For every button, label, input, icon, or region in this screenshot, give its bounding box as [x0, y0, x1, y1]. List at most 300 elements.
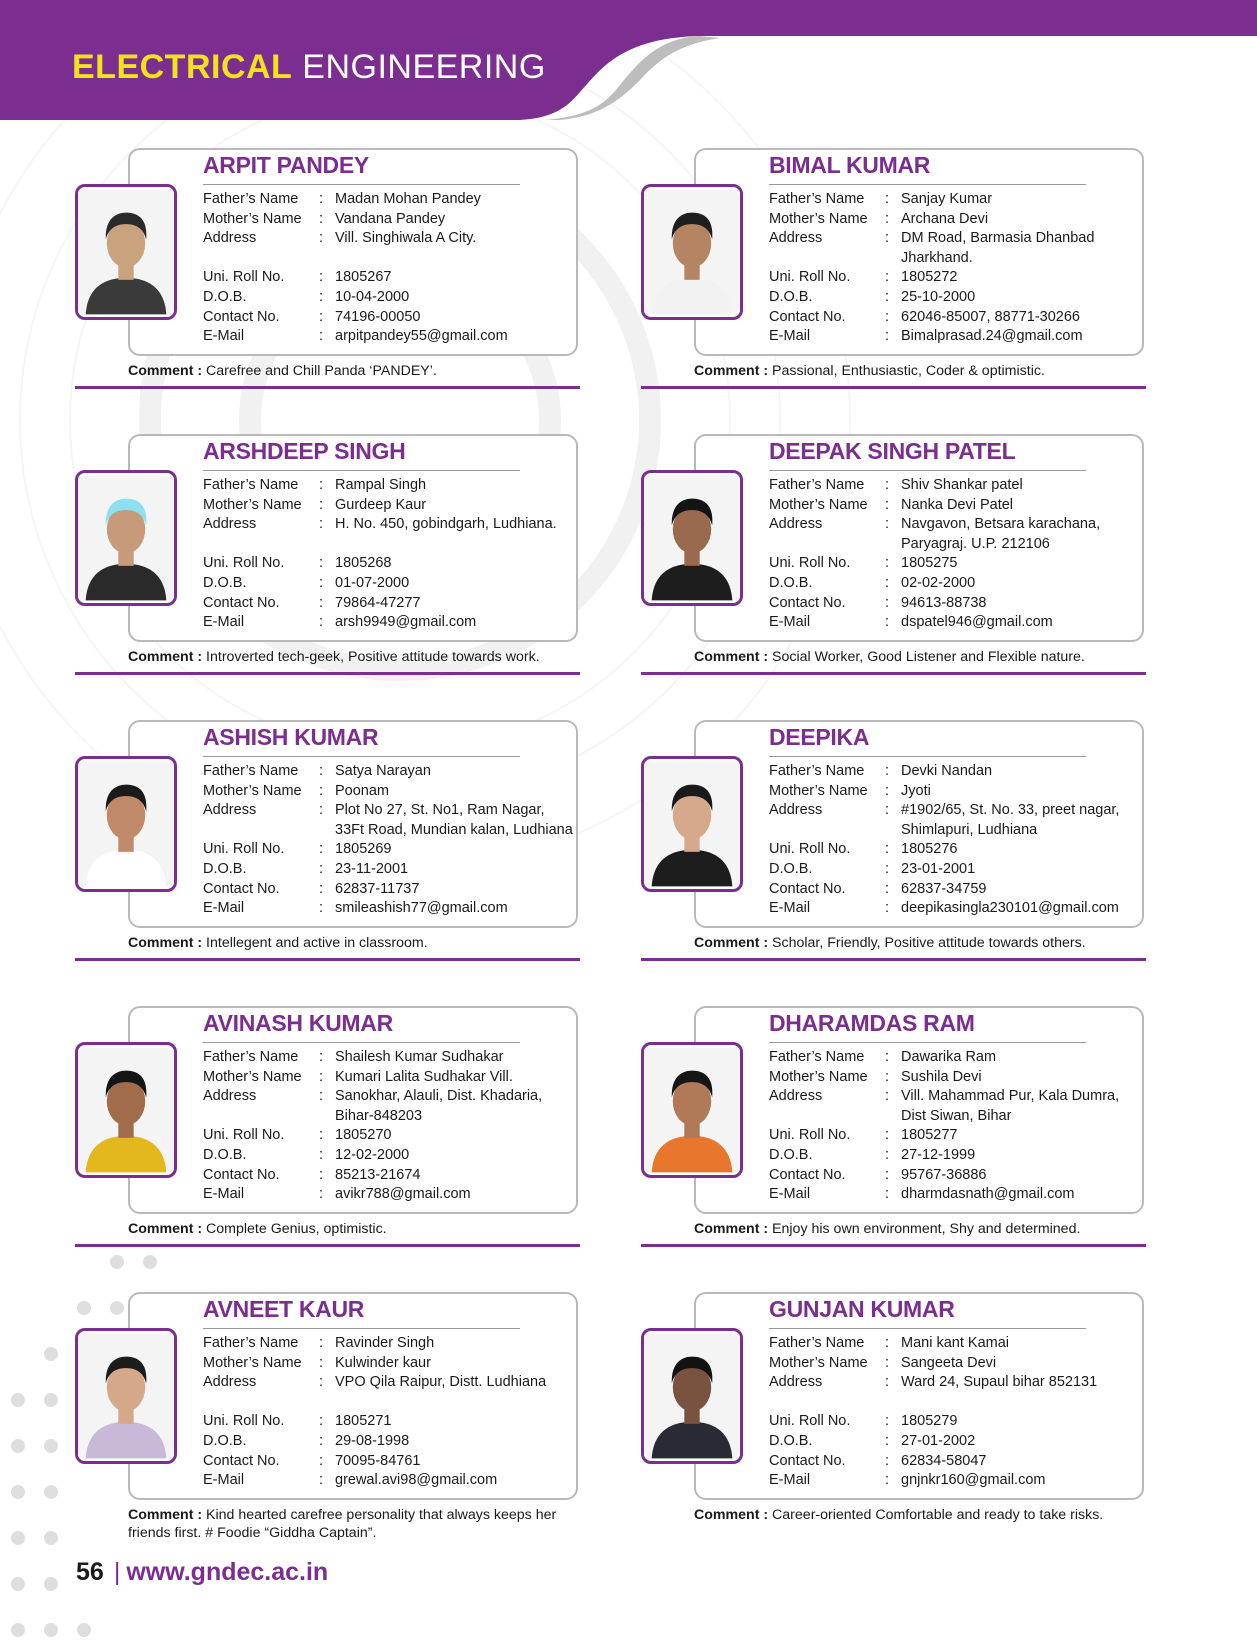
- comment-text: Carefree and Chill Panda ‘PANDEY’.: [206, 363, 437, 379]
- detail-colon: :: [319, 860, 324, 877]
- detail-colon: :: [319, 477, 324, 493]
- detail-colon: :: [885, 782, 890, 799]
- section-divider: [641, 1244, 1146, 1247]
- detail-value-father: Rampal Singh: [335, 477, 427, 493]
- detail-value-mother: Gurdeep Kaur: [335, 496, 427, 513]
- detail-label: Uni. Roll No.: [769, 1413, 851, 1430]
- detail-colon: :: [885, 210, 890, 227]
- detail-value-contact: 62046-85007, 88771-30266: [901, 308, 1080, 325]
- detail-row-email: [203, 1471, 575, 1491]
- student-name: DEEPAK SINGH PATEL: [769, 438, 1016, 464]
- detail-label: Father’s Name: [769, 1049, 865, 1065]
- detail-row-mother: [203, 782, 575, 802]
- comment-text: Intellegent and active in classroom.: [206, 935, 428, 951]
- detail-colon: :: [885, 614, 890, 631]
- detail-label: Contact No.: [769, 594, 846, 611]
- detail-label: D.O.B.: [203, 574, 247, 591]
- detail-label: Address: [769, 230, 823, 247]
- detail-row-father: [769, 190, 1141, 210]
- detail-label: Father’s Name: [203, 1335, 299, 1351]
- detail-row-mother: [769, 210, 1141, 230]
- detail-value-email[interactable]: arsh9949@gmail.com: [335, 614, 477, 631]
- section-divider: [641, 672, 1146, 675]
- detail-colon: :: [319, 1432, 324, 1449]
- detail-colon: :: [885, 1127, 890, 1144]
- section-divider: [641, 386, 1146, 389]
- student-name: AVNEET KAUR: [203, 1296, 365, 1322]
- comment-label: Comment :: [128, 363, 203, 379]
- detail-value-mother: Archana Devi: [901, 210, 989, 227]
- comment-label: Comment :: [694, 363, 769, 379]
- detail-label: Uni. Roll No.: [769, 841, 851, 858]
- student-name: AVINASH KUMAR: [203, 1010, 393, 1036]
- student-card: [641, 0, 1146, 379]
- detail-value-mother: Kulwinder kaur: [335, 1354, 431, 1371]
- detail-colon: :: [319, 1354, 324, 1371]
- portrait-icon: [78, 1331, 174, 1461]
- detail-row-father: [203, 190, 575, 210]
- detail-value-email[interactable]: avikr788@gmail.com: [335, 1186, 471, 1203]
- page-number: 56: [76, 1558, 104, 1586]
- detail-colon: :: [319, 1088, 324, 1105]
- detail-colon: :: [319, 210, 324, 227]
- detail-colon: :: [885, 1452, 890, 1469]
- detail-value-address: VPO Qila Raipur, Distt. Ludhiana: [335, 1374, 547, 1391]
- detail-colon: :: [885, 191, 890, 207]
- comment-text: Kind hearted carefree personality that always keeps her friends first. # Foodie “Giddha Captain”.: [128, 1507, 557, 1541]
- detail-label: Contact No.: [203, 1452, 280, 1469]
- detail-colon: :: [885, 230, 890, 247]
- detail-row-address: [203, 229, 575, 249]
- detail-label: Father’s Name: [203, 1049, 299, 1065]
- detail-colon: :: [319, 191, 324, 207]
- detail-value-email[interactable]: dspatel946@gmail.com: [901, 614, 1053, 631]
- title-highlight: ELECTRICAL: [72, 48, 293, 86]
- detail-row-dob: [769, 1432, 1141, 1452]
- detail-label: Address: [769, 1374, 823, 1391]
- detail-colon: :: [885, 1166, 890, 1183]
- detail-label: D.O.B.: [203, 1146, 247, 1163]
- comment-text: Passional, Enthusiastic, Coder & optimistic.: [772, 363, 1045, 379]
- name-underline: [769, 470, 1086, 471]
- detail-colon: :: [319, 328, 324, 345]
- portrait-icon: [644, 1331, 740, 1461]
- detail-label: Mother’s Name: [769, 782, 868, 799]
- detail-label: Mother’s Name: [769, 210, 868, 227]
- detail-value-father: Devki Nandan: [901, 763, 993, 779]
- comment-text: Social Worker, Good Listener and Flexible nature.: [772, 649, 1085, 665]
- student-card: [75, 286, 580, 665]
- student-card: [641, 1144, 1146, 1523]
- detail-value-contact: 94613-88738: [901, 594, 987, 611]
- name-underline: [769, 1042, 1086, 1043]
- detail-colon: :: [319, 496, 324, 513]
- comment-text: Complete Genius, optimistic.: [206, 1221, 387, 1237]
- detail-row-address: [769, 801, 1141, 840]
- detail-label: D.O.B.: [203, 860, 247, 877]
- detail-colon: :: [319, 574, 324, 591]
- detail-row-mother: [769, 1068, 1141, 1088]
- section-divider: [75, 672, 580, 675]
- detail-value-father: Shailesh Kumar Sudhakar: [335, 1049, 504, 1065]
- name-underline: [203, 1042, 520, 1043]
- detail-row-mother: [203, 210, 575, 230]
- detail-colon: :: [319, 763, 324, 779]
- detail-value-roll: 1805270: [335, 1127, 392, 1144]
- section-divider: [75, 958, 580, 961]
- detail-value-father: Dawarika Ram: [901, 1049, 997, 1065]
- detail-value-father: Ravinder Singh: [335, 1335, 435, 1351]
- name-underline: [769, 1328, 1086, 1329]
- detail-colon: :: [319, 880, 324, 897]
- student-name: GUNJAN KUMAR: [769, 1296, 955, 1322]
- detail-label: D.O.B.: [769, 288, 813, 305]
- detail-colon: :: [319, 841, 324, 858]
- name-underline: [769, 184, 1086, 185]
- detail-label: E-Mail: [769, 614, 811, 631]
- detail-colon: :: [319, 1186, 324, 1203]
- detail-label: Uni. Roll No.: [203, 1127, 285, 1144]
- detail-label: Mother’s Name: [203, 496, 302, 513]
- student-details: [769, 1334, 1141, 1491]
- detail-row-contact: [769, 1452, 1141, 1472]
- detail-value-address: H. No. 450, gobindgarh, Ludhiana.: [335, 516, 557, 533]
- detail-row-father: [203, 1334, 575, 1354]
- detail-label: Contact No.: [203, 308, 280, 325]
- student-card: [75, 1144, 580, 1541]
- detail-colon: :: [319, 1127, 324, 1144]
- name-underline: [203, 470, 520, 471]
- detail-label: Address: [769, 516, 823, 533]
- detail-colon: :: [319, 288, 324, 305]
- detail-label: Contact No.: [203, 1166, 280, 1183]
- detail-value-contact: 74196-00050: [335, 308, 421, 325]
- detail-label: Contact No.: [203, 594, 280, 611]
- detail-label: E-Mail: [203, 1186, 245, 1203]
- detail-label: D.O.B.: [769, 1432, 813, 1449]
- detail-value-address: Ward 24, Supaul bihar 852131: [901, 1374, 1098, 1391]
- detail-label: Contact No.: [769, 1166, 846, 1183]
- student-name: ARPIT PANDEY: [203, 152, 369, 178]
- detail-value-dob: 23-01-2001: [901, 860, 976, 877]
- detail-label: E-Mail: [203, 614, 245, 631]
- name-underline: [203, 184, 520, 185]
- detail-row-contact: [203, 1452, 575, 1472]
- detail-value-contact: 79864-47277: [335, 594, 421, 611]
- detail-colon: :: [885, 574, 890, 591]
- detail-value-email[interactable]: smileashish77@gmail.com: [335, 900, 508, 917]
- detail-colon: :: [319, 230, 324, 247]
- detail-value-contact: 70095-84761: [335, 1452, 421, 1469]
- detail-value-contact: 95767-36886: [901, 1166, 987, 1183]
- detail-label: E-Mail: [203, 1472, 245, 1489]
- detail-value-roll: 1805276: [901, 841, 958, 858]
- detail-row-father: [203, 476, 575, 496]
- name-underline: [203, 756, 520, 757]
- detail-row-mother: [203, 1354, 575, 1374]
- detail-row-address: [203, 515, 575, 535]
- detail-colon: :: [885, 1432, 890, 1449]
- detail-label: Mother’s Name: [203, 210, 302, 227]
- detail-row-mother: [203, 1068, 575, 1088]
- detail-row-mother: [203, 496, 575, 516]
- detail-colon: :: [885, 1088, 890, 1105]
- detail-label: Mother’s Name: [203, 1068, 302, 1085]
- comment-label: Comment :: [128, 1221, 203, 1237]
- detail-value-father: Mani kant Kamai: [901, 1335, 1009, 1351]
- comment-text: Introverted tech-geek, Positive attitude towards work.: [206, 649, 540, 665]
- detail-label: Contact No.: [769, 308, 846, 325]
- detail-row-mother: [769, 496, 1141, 516]
- comment-text: Career-oriented Comfortable and ready to take risks.: [772, 1507, 1104, 1523]
- detail-value-father: Satya Narayan: [335, 763, 431, 779]
- detail-value-dob: 29-08-1998: [335, 1432, 410, 1449]
- detail-label: Address: [203, 802, 257, 819]
- detail-label: Father’s Name: [203, 191, 299, 207]
- detail-label: D.O.B.: [203, 1432, 247, 1449]
- student-name: ARSHDEEP SINGH: [203, 438, 406, 464]
- detail-label: Uni. Roll No.: [203, 1413, 285, 1430]
- detail-value-dob: 27-12-1999: [901, 1146, 976, 1163]
- detail-colon: :: [319, 594, 324, 611]
- detail-row-roll: [203, 1412, 575, 1432]
- student-name: BIMAL KUMAR: [769, 152, 931, 178]
- detail-value-email[interactable]: arpitpandey55@gmail.com: [335, 328, 508, 345]
- detail-value-address: Sanokhar, Alauli, Dist. Khadaria, Bihar-848203: [335, 1088, 543, 1124]
- detail-label: Mother’s Name: [769, 1354, 868, 1371]
- detail-colon: :: [885, 1068, 890, 1085]
- detail-label: D.O.B.: [203, 288, 247, 305]
- detail-label: E-Mail: [203, 328, 245, 345]
- detail-colon: :: [885, 1354, 890, 1371]
- detail-label: Father’s Name: [769, 191, 865, 207]
- detail-colon: :: [885, 763, 890, 779]
- detail-value-contact: 62837-34759: [901, 880, 987, 897]
- detail-value-dob: 23-11-2001: [335, 860, 409, 877]
- student-name: DHARAMDAS RAM: [769, 1010, 975, 1036]
- detail-label: Father’s Name: [203, 763, 299, 779]
- detail-value-email[interactable]: Bimalprasad.24@gmail.com: [901, 328, 1083, 345]
- detail-label: Uni. Roll No.: [203, 269, 285, 286]
- detail-row-father: [203, 1048, 575, 1068]
- detail-label: E-Mail: [769, 1186, 811, 1203]
- detail-row-father: [769, 762, 1141, 782]
- name-underline: [769, 756, 1086, 757]
- detail-row-father: [769, 476, 1141, 496]
- detail-colon: :: [319, 782, 324, 799]
- detail-value-mother: Sangeeta Devi: [901, 1354, 997, 1371]
- student-photo: [75, 1328, 177, 1464]
- detail-label: Father’s Name: [769, 763, 865, 779]
- comment-text: Enjoy his own environment, Shy and determined.: [772, 1221, 1081, 1237]
- detail-colon: :: [319, 269, 324, 286]
- comment-label: Comment :: [128, 1507, 203, 1523]
- detail-value-mother: Nanka Devi Patel: [901, 496, 1014, 513]
- detail-row-father: [203, 762, 575, 782]
- detail-label: Contact No.: [203, 880, 280, 897]
- detail-value-mother: Jyoti: [901, 782, 931, 799]
- detail-colon: :: [885, 860, 890, 877]
- detail-value-contact: 62834-58047: [901, 1452, 987, 1469]
- detail-label: Uni. Roll No.: [203, 841, 285, 858]
- detail-colon: :: [885, 1049, 890, 1065]
- detail-colon: :: [885, 880, 890, 897]
- detail-value-address: Plot No 27, St. No1, Ram Nagar, 33Ft Road, Mundian kalan, Ludhiana: [335, 802, 573, 838]
- student-comment: [128, 1506, 578, 1542]
- detail-label: Contact No.: [769, 880, 846, 897]
- detail-label: Uni. Roll No.: [769, 1127, 851, 1144]
- detail-colon: :: [885, 802, 890, 819]
- detail-label: Address: [769, 1088, 823, 1105]
- detail-label: D.O.B.: [769, 1146, 813, 1163]
- detail-label: Address: [203, 230, 257, 247]
- detail-colon: :: [319, 1452, 324, 1469]
- comment-label: Comment :: [694, 1507, 769, 1523]
- comment-label: Comment :: [128, 935, 203, 951]
- detail-label: Father’s Name: [203, 477, 299, 493]
- detail-colon: :: [885, 555, 890, 572]
- student-details: [203, 1334, 575, 1491]
- detail-row-dob: [203, 1432, 575, 1452]
- detail-value-address: Vill. Singhiwala A City.: [335, 230, 477, 247]
- comment-label: Comment :: [694, 935, 769, 951]
- detail-colon: :: [885, 594, 890, 611]
- detail-value-roll: 1805277: [901, 1127, 958, 1144]
- detail-value-address: Vill. Mahammad Pur, Kala Dumra, Dist Siwan, Bihar: [901, 1088, 1120, 1124]
- website-link[interactable]: www.gndec.ac.in: [126, 1558, 329, 1586]
- student-card: [641, 286, 1146, 665]
- footer-separator: |: [113, 1558, 121, 1586]
- detail-value-email[interactable]: grewal.avi98@gmail.com: [335, 1472, 498, 1489]
- detail-colon: :: [319, 1166, 324, 1183]
- comment-label: Comment :: [694, 1221, 769, 1237]
- detail-label: E-Mail: [769, 328, 811, 345]
- detail-value-father: Shiv Shankar patel: [901, 477, 1023, 493]
- detail-value-contact: 62837-11737: [335, 880, 420, 897]
- detail-value-address: #1902/65, St. No. 33, preet nagar, Shimlapuri, Ludhiana: [901, 802, 1120, 838]
- detail-value-dob: 25-10-2000: [901, 288, 976, 305]
- detail-value-address: DM Road, Barmasia Dhanbad Jharkhand.: [901, 230, 1095, 266]
- detail-value-roll: 1805275: [901, 555, 958, 572]
- detail-label: D.O.B.: [769, 860, 813, 877]
- detail-value-mother: Sushila Devi: [901, 1068, 982, 1085]
- detail-row-address: [203, 1087, 575, 1126]
- detail-colon: :: [319, 308, 324, 325]
- detail-value-father: Madan Mohan Pandey: [335, 191, 481, 207]
- detail-value-email[interactable]: gnjnkr160@gmail.com: [901, 1472, 1046, 1489]
- student-card: [75, 858, 580, 1237]
- detail-row-address: [769, 515, 1141, 554]
- detail-label: E-Mail: [203, 900, 245, 917]
- detail-colon: :: [885, 900, 890, 917]
- detail-label: Uni. Roll No.: [203, 555, 285, 572]
- detail-row-address: [769, 1373, 1141, 1393]
- detail-colon: :: [319, 1335, 324, 1351]
- detail-colon: :: [885, 1335, 890, 1351]
- detail-colon: :: [885, 1413, 890, 1430]
- detail-value-address: Navgavon, Betsara karachana, Paryagraj. U.P. 212106: [901, 516, 1101, 552]
- detail-value-email[interactable]: deepikasingla230101@gmail.com: [901, 900, 1119, 917]
- detail-colon: :: [319, 516, 324, 533]
- detail-value-mother: Poonam: [335, 782, 390, 799]
- detail-colon: :: [319, 1146, 324, 1163]
- detail-label: Contact No.: [769, 1452, 846, 1469]
- detail-value-dob: 27-01-2002: [901, 1432, 976, 1449]
- detail-label: Uni. Roll No.: [769, 555, 851, 572]
- detail-value-mother: Kumari Lalita Sudhakar Vill.: [335, 1068, 513, 1085]
- student-card: [641, 858, 1146, 1237]
- detail-row-address: [203, 1373, 575, 1393]
- detail-colon: :: [319, 614, 324, 631]
- detail-label: Mother’s Name: [769, 1068, 868, 1085]
- detail-row-father: [769, 1048, 1141, 1068]
- detail-label: Uni. Roll No.: [769, 269, 851, 286]
- detail-value-email[interactable]: dharmdasnath@gmail.com: [901, 1186, 1075, 1203]
- student-photo: [641, 1328, 743, 1464]
- comment-label: Comment :: [128, 649, 203, 665]
- comment-text: Scholar, Friendly, Positive attitude towards others.: [772, 935, 1086, 951]
- detail-value-roll: 1805271: [335, 1413, 392, 1430]
- student-card: [641, 572, 1146, 951]
- detail-colon: :: [885, 516, 890, 533]
- detail-value-roll: 1805272: [901, 269, 958, 286]
- student-comment: [694, 1506, 1144, 1524]
- detail-colon: :: [885, 1374, 890, 1391]
- detail-colon: :: [885, 1146, 890, 1163]
- name-underline: [203, 1328, 520, 1329]
- detail-colon: :: [885, 496, 890, 513]
- detail-colon: :: [885, 328, 890, 345]
- detail-value-dob: 02-02-2000: [901, 574, 976, 591]
- detail-colon: :: [319, 1374, 324, 1391]
- detail-value-roll: 1805269: [335, 841, 392, 858]
- detail-label: E-Mail: [769, 900, 811, 917]
- detail-colon: :: [319, 1472, 324, 1489]
- student-card: [75, 572, 580, 951]
- title-rest: ENGINEERING: [292, 48, 546, 86]
- detail-row-mother: [769, 782, 1141, 802]
- detail-colon: :: [319, 802, 324, 819]
- detail-row-address: [769, 1087, 1141, 1126]
- detail-colon: :: [319, 900, 324, 917]
- section-divider: [75, 386, 580, 389]
- detail-value-dob: 12-02-2000: [335, 1146, 410, 1163]
- detail-row-mother: [769, 1354, 1141, 1374]
- page-footer: [76, 1558, 328, 1587]
- detail-label: Mother’s Name: [769, 496, 868, 513]
- detail-colon: :: [885, 841, 890, 858]
- detail-colon: :: [885, 288, 890, 305]
- detail-colon: :: [885, 477, 890, 493]
- section-divider: [641, 958, 1146, 961]
- detail-value-father: Sanjay Kumar: [901, 191, 993, 207]
- detail-row-address: [203, 801, 575, 840]
- section-divider: [75, 1244, 580, 1247]
- detail-value-roll: 1805268: [335, 555, 392, 572]
- detail-label: Father’s Name: [769, 1335, 865, 1351]
- detail-label: Address: [769, 802, 823, 819]
- detail-value-roll: 1805279: [901, 1413, 958, 1430]
- detail-colon: :: [885, 308, 890, 325]
- student-name: DEEPIKA: [769, 724, 870, 750]
- detail-colon: :: [885, 269, 890, 286]
- detail-colon: :: [885, 1186, 890, 1203]
- detail-row-email: [769, 1471, 1141, 1491]
- detail-row-roll: [769, 1412, 1141, 1432]
- detail-colon: :: [319, 1413, 324, 1430]
- detail-row-father: [769, 1334, 1141, 1354]
- detail-colon: :: [319, 555, 324, 572]
